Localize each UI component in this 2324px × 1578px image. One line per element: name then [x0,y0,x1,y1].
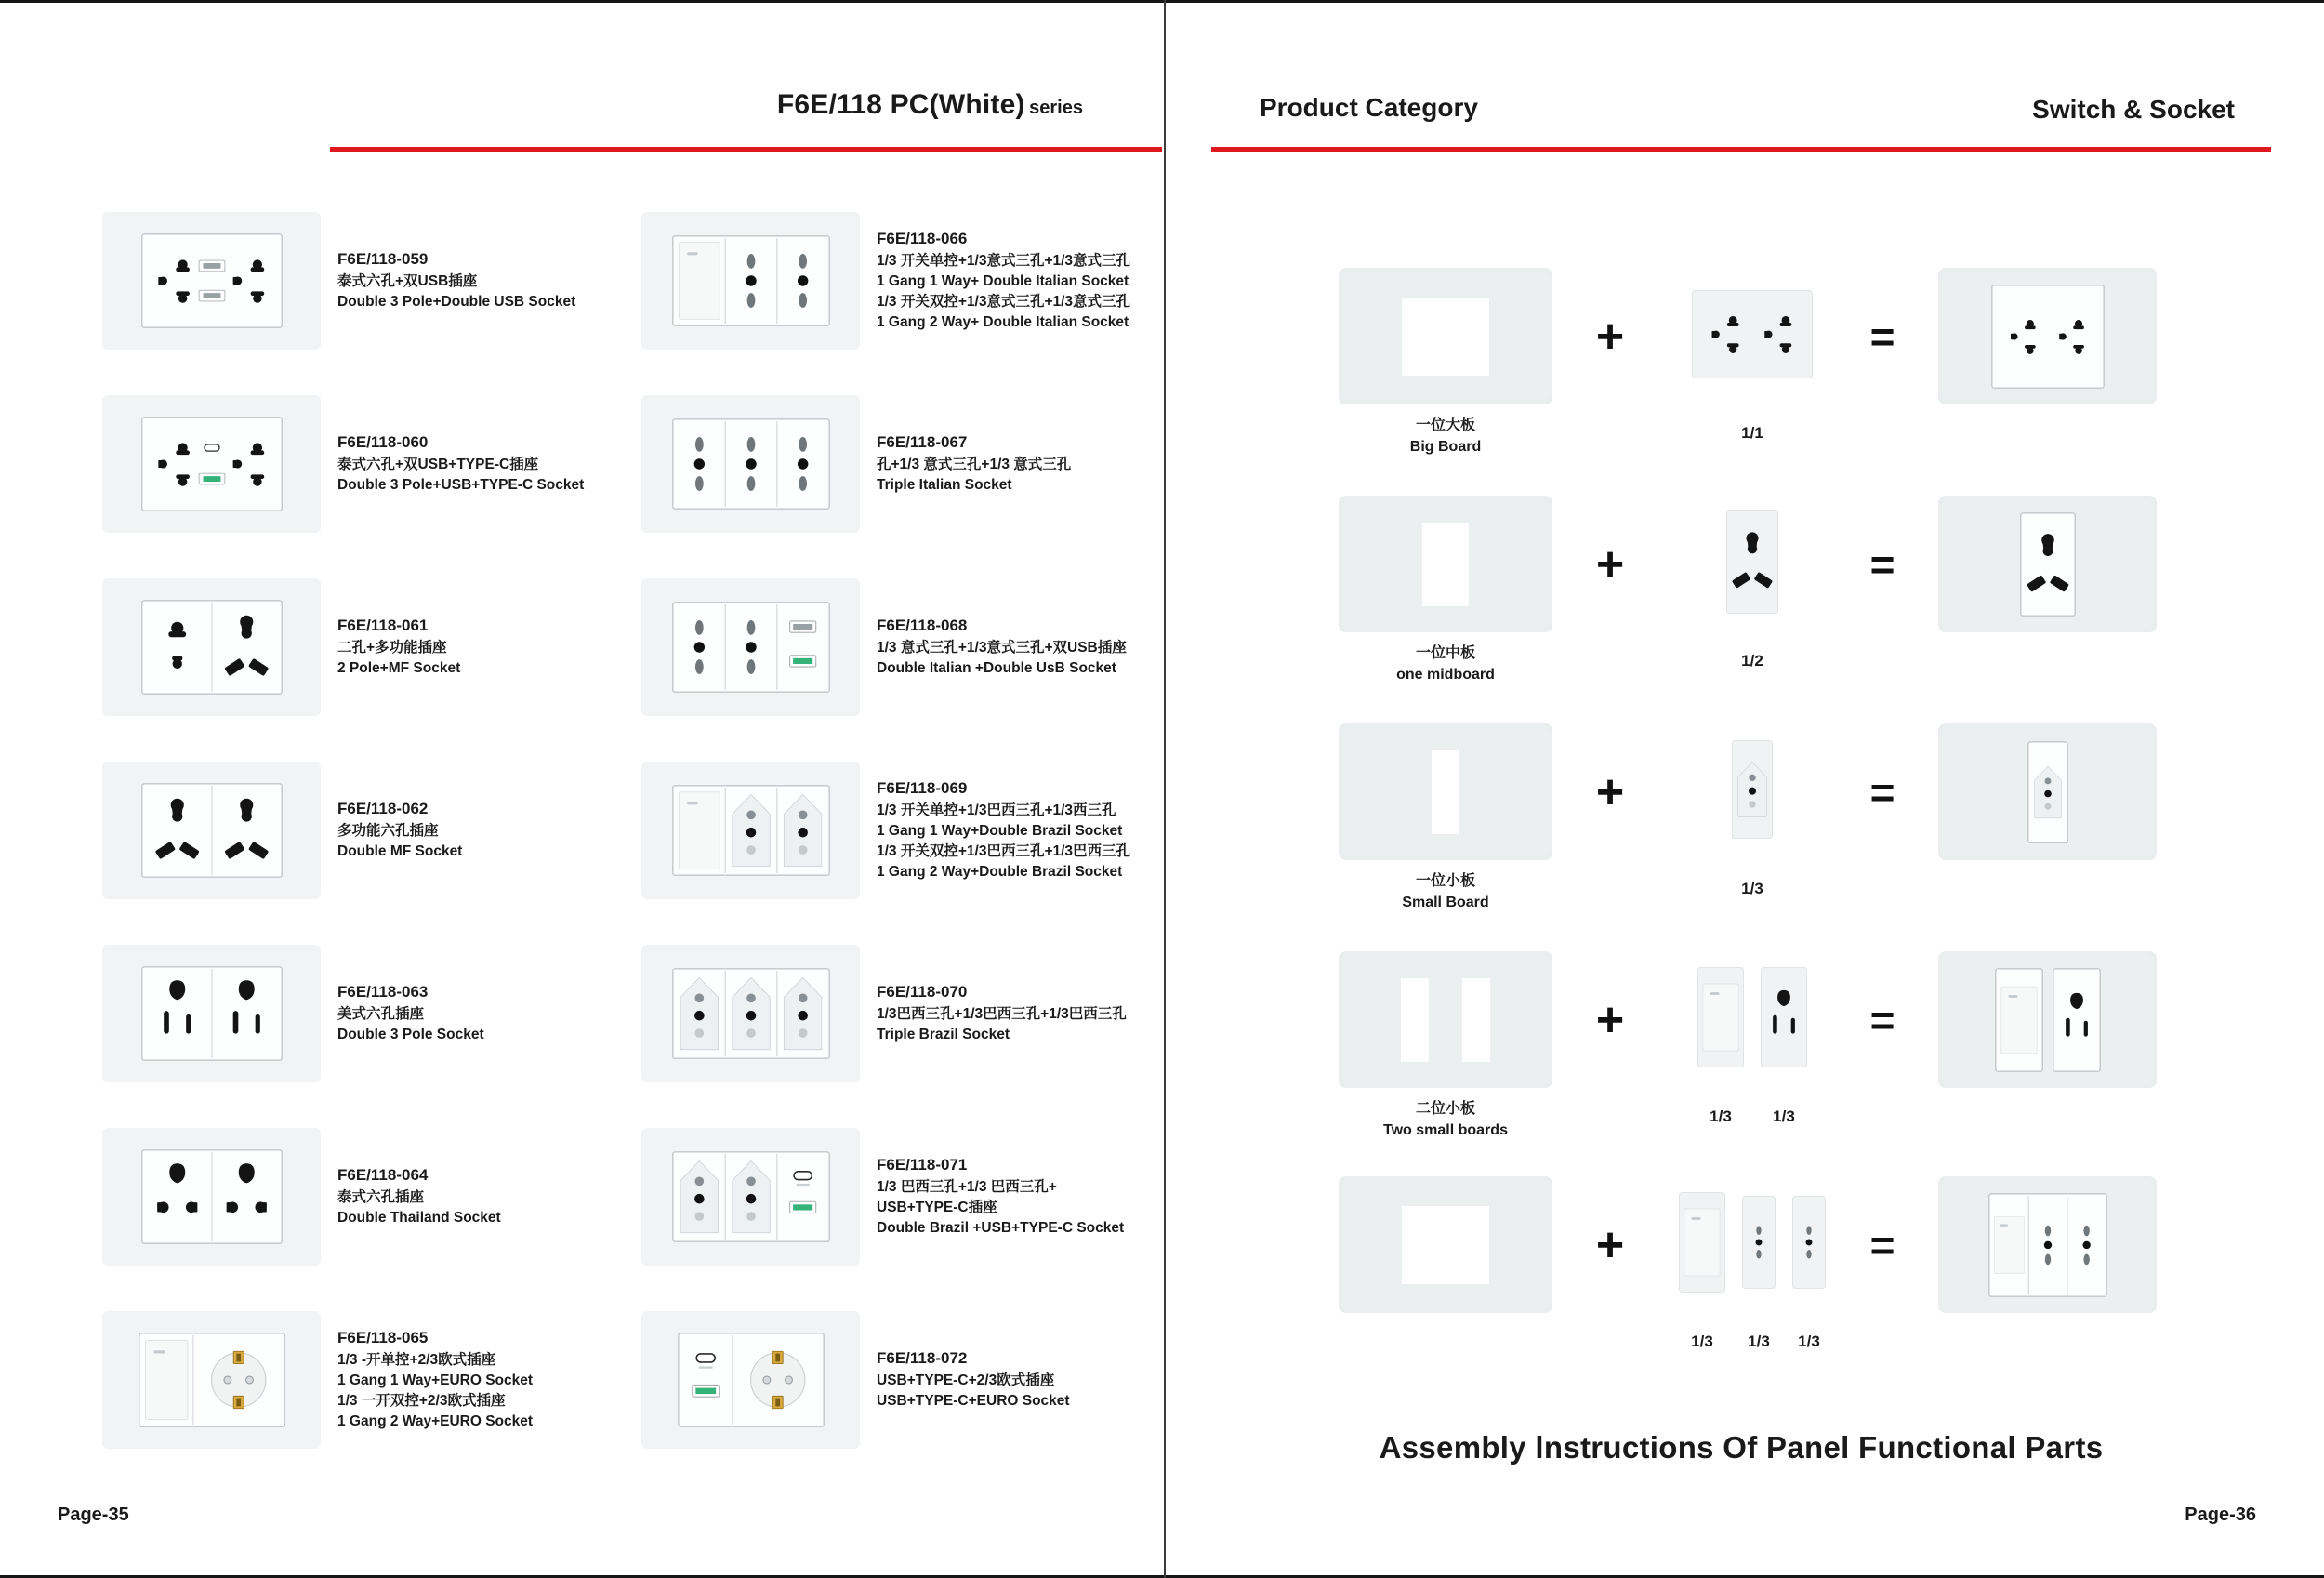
series-title-main: F6E/118 PC(White) [776,89,1025,120]
product-image [102,1128,321,1266]
product-code: F6E/118-066 [877,229,968,247]
product-text [877,1156,1185,1239]
fraction-label: 1/3 [1798,1333,1820,1350]
product-description-line: 1/3 意式三孔+1/3意式三孔+双USB插座 [877,639,1127,656]
product-item [102,1128,646,1266]
assembly-row [1339,268,2166,500]
product-description-line: 泰式六孔+双USB插座 [337,272,478,289]
product-description-line: 1/3 开关单控+1/3意式三孔+1/3意式三孔 [877,252,1131,269]
module-zone [1645,723,1859,860]
product-text [877,230,1185,333]
product-text [337,1329,646,1432]
assembly-title: Assembly lnstructions Of Panel Functional Parts [1379,1430,2104,1465]
fraction-labels [1645,424,1859,443]
product-description-line: 1/3 开关单控+1/3巴西三孔+1/3西三孔 [877,802,1116,818]
plus-operator: + [1595,1217,1625,1272]
product-description-line: 孔+1/3 意式三孔+1/3 意式三孔 [877,456,1072,472]
fraction-label: 1/3 [1741,880,1763,897]
assembled-panel-image [1938,723,2157,860]
product-description-line: USB+TYPE-C+2/3欧式插座 [877,1372,1055,1388]
page-number-left: Page-35 [58,1505,129,1525]
small-board-image [1339,723,1552,860]
socket-panel-graphic [672,1151,830,1242]
product-text [337,1166,646,1228]
fraction-labels [1645,652,1859,670]
board-label-cn: 二位小板 [1415,1101,1475,1117]
mid-board-image [1339,496,1552,632]
product-description-line: 美式六孔插座 [337,1005,425,1022]
page-number-right: Page-36 [2185,1505,2256,1525]
top-border [0,0,2324,3]
product-description-line: 1 Gang 2 Way+EURO Socket [337,1412,534,1429]
board-cutout [1401,978,1429,1062]
assembled-panel-image [1938,951,2157,1088]
product-item [102,762,646,899]
product-description-line: 1/3 -开单控+2/3欧式插座 [337,1351,496,1368]
equals-operator: = [1869,767,1895,816]
board-cutout [1462,978,1490,1062]
board-cutout [1402,1206,1489,1284]
italian-module [1742,1196,1776,1293]
product-item [641,762,1185,899]
fraction-labels [1645,1333,1859,1351]
product-image [641,945,860,1082]
two-small-boards-image [1339,951,1552,1088]
fraction-labels [1645,1107,1859,1126]
board-cutout [1402,298,1489,376]
us-module [1761,967,1807,1072]
product-text [877,1349,1185,1412]
product-text [877,779,1185,882]
board-label-en: Two small boards [1383,1122,1508,1139]
switch-module [1679,1192,1725,1297]
fraction-label: 1/3 [1710,1107,1732,1125]
socket-panel-graphic [678,1333,825,1427]
product-description-line: 泰式六孔+双USB+TYPE-C插座 [337,456,539,472]
fraction-labels [1645,880,1859,898]
switch-module-icon [1679,1192,1725,1293]
plus-operator: + [1595,537,1625,591]
assembly-row [1339,1176,2166,1409]
product-description-line: Double Italian +Double UsB Socket [877,659,1116,676]
plus-operator: + [1595,309,1625,364]
module-zone [1645,496,1859,632]
product-description-line: USB+TYPE-C+EURO Socket [877,1392,1070,1409]
assembly-row [1339,723,2166,956]
product-code: F6E/118-064 [337,1165,429,1184]
board-label-cn: 一位中板 [1415,645,1475,661]
board-cutout [1432,750,1459,834]
plus-operator: + [1595,992,1625,1047]
product-description-line: 1 Gang 1 Way+EURO Socket [337,1372,534,1388]
module-zone [1645,268,1859,404]
product-code: F6E/118-065 [337,1328,429,1346]
product-description-line: Double Brazil +USB+TYPE-C Socket [877,1219,1125,1236]
fraction-label: 1/3 [1691,1333,1713,1350]
module-zone [1645,951,1859,1088]
product-code: F6E/118-068 [877,616,968,634]
board-label [1339,1098,1552,1141]
board-label [1339,415,1552,457]
socket-panel-graphic [139,1333,285,1427]
us-module-icon [1761,967,1807,1067]
product-column-1 [102,212,646,1449]
equals-operator: = [1869,995,1895,1044]
product-text [337,433,646,496]
page-divider [1164,0,1166,1578]
socket-panel-graphic [1991,285,2105,389]
equals-operator: = [1869,1220,1895,1269]
socket-panel-graphic [141,417,283,511]
product-text [877,983,1185,1045]
thai6-module-icon [1692,290,1813,378]
product-description-line: 泰式六孔插座 [337,1188,425,1205]
product-image [641,578,860,716]
fraction-label: 1/3 [1773,1107,1795,1125]
product-description-line: 1/3 开关双控+1/3意式三孔+1/3意式三孔 [877,293,1131,310]
product-item [641,212,1185,350]
product-image [641,762,860,899]
product-code: F6E/118-059 [337,249,429,268]
board-label-en: one midboard [1396,667,1495,683]
product-description-line: 1/3巴西三孔+1/3巴西三孔+1/3巴西三孔 [877,1005,1127,1022]
product-code: F6E/118-072 [877,1348,968,1367]
italian-module-icon [1742,1196,1776,1289]
product-image [102,1311,321,1449]
product-item [641,945,1185,1082]
plus-operator: + [1595,764,1625,819]
fraction-label: 1/3 [1748,1333,1770,1350]
product-image [641,1128,860,1266]
product-column-2 [641,212,1185,1449]
fraction-label: 1/2 [1741,652,1763,670]
product-code: F6E/118-061 [337,616,429,634]
board-label-cn: 一位大板 [1415,418,1475,433]
product-image [102,945,321,1082]
board-label [1339,870,1552,913]
product-item [102,1311,646,1449]
product-image [641,395,860,533]
product-text [337,250,646,312]
product-description-line: 1 Gang 2 Way+Double Brazil Socket [877,863,1123,880]
product-description-line: 2 Pole+MF Socket [337,659,461,676]
product-code: F6E/118-067 [877,432,968,451]
mf-module [1726,510,1778,618]
italian-module-icon [1792,1196,1826,1289]
product-image [102,762,321,899]
left-accent-rule [330,147,1162,152]
socket-panel-graphic [672,785,830,876]
module-zone [1645,1176,1859,1313]
product-item [641,395,1185,533]
assembled-panel-image [1938,268,2157,404]
product-text [877,617,1185,679]
equals-operator: = [1869,312,1895,361]
section-title: Switch & Socket [2032,95,2235,124]
product-image [641,212,860,350]
assembled-panel-image [1938,496,2157,632]
socket-panel-graphic [2020,512,2076,617]
product-item [641,578,1185,716]
big-board-image [1339,1176,1552,1313]
category-title: Product Category [1260,93,1478,122]
product-description-line: 1/3 巴西三孔+1/3 巴西三孔+ [877,1178,1057,1195]
product-image [102,578,321,716]
socket-panel-graphic [141,1149,283,1244]
product-text [337,617,646,679]
product-item [102,945,646,1082]
board-label [1339,643,1552,685]
board-label-cn: 一位小板 [1415,873,1475,889]
italian-module [1792,1196,1826,1293]
thai6-module [1692,290,1813,383]
board-label-en: Small Board [1402,895,1489,911]
product-text [337,983,646,1045]
product-text [877,433,1185,496]
product-item [641,1128,1185,1266]
product-item [102,212,646,350]
big-board-image [1339,268,1552,404]
product-description-line: Double MF Socket [337,842,463,859]
product-description-line: Triple Brazil Socket [877,1026,1010,1042]
assembly-row [1339,496,2166,728]
assembly-row [1339,951,2166,1184]
product-code: F6E/118-071 [877,1155,968,1174]
right-accent-rule [1211,147,2271,152]
socket-panel-graphic [141,783,283,878]
product-description-line: 多功能六孔插座 [337,822,439,839]
product-description-line: 1/3 一开双控+2/3欧式插座 [337,1392,506,1409]
product-item [102,395,646,533]
socket-panel-graphic [141,966,283,1061]
product-text [337,800,646,862]
product-code: F6E/118-069 [877,778,968,797]
product-description-line: 1 Gang 1 Way+ Double Italian Socket [877,272,1129,289]
socket-panel-graphic [1988,1193,2107,1297]
socket-panel-graphic [141,600,283,695]
product-description-line: Double 3 Pole+Double USB Socket [337,293,576,310]
board-label-en: Big Board [1409,439,1482,456]
series-title-sub: series [1029,98,1083,118]
product-description-line: 1/3 开关双控+1/3巴西三孔+1/3巴西三孔 [877,842,1131,859]
switch-module [1697,967,1744,1072]
socket-panel-graphic [2053,968,2101,1072]
product-item [102,578,646,716]
socket-panel-graphic [672,235,830,326]
assembled-panel-image [1938,1176,2157,1313]
product-code: F6E/118-062 [337,799,429,817]
product-description-line: Double 3 Pole+USB+TYPE-C Socket [337,476,585,493]
product-description-line: Double Thailand Socket [337,1209,501,1226]
fraction-label: 1/1 [1741,424,1763,442]
socket-panel-graphic [141,233,283,328]
brazil-module-icon [1732,740,1773,839]
product-image [102,212,321,350]
product-description-line: Double 3 Pole Socket [337,1026,484,1042]
product-image [102,395,321,533]
brazil-module [1732,740,1773,843]
product-image [641,1311,860,1449]
socket-panel-graphic [2027,741,2068,843]
socket-panel-graphic [672,418,830,510]
product-description-line: 1 Gang 1 Way+Double Brazil Socket [877,822,1123,839]
product-code: F6E/118-070 [877,982,968,1001]
equals-operator: = [1869,539,1895,589]
series-title [595,89,1083,121]
board-cutout [1422,523,1469,606]
product-code: F6E/118-060 [337,432,429,451]
socket-panel-graphic [672,968,830,1059]
product-description-line: Triple Italian Socket [877,476,1012,493]
product-description-line: USB+TYPE-C插座 [877,1199,997,1215]
product-code: F6E/118-063 [337,982,429,1001]
socket-panel-graphic [672,602,830,693]
mf-module-icon [1726,510,1778,614]
product-item [641,1311,1185,1449]
socket-panel-graphic [1995,968,2043,1072]
product-description-line: 二孔+多功能插座 [337,639,447,656]
switch-module-icon [1697,967,1744,1067]
product-description-line: 1 Gang 2 Way+ Double Italian Socket [877,313,1129,330]
